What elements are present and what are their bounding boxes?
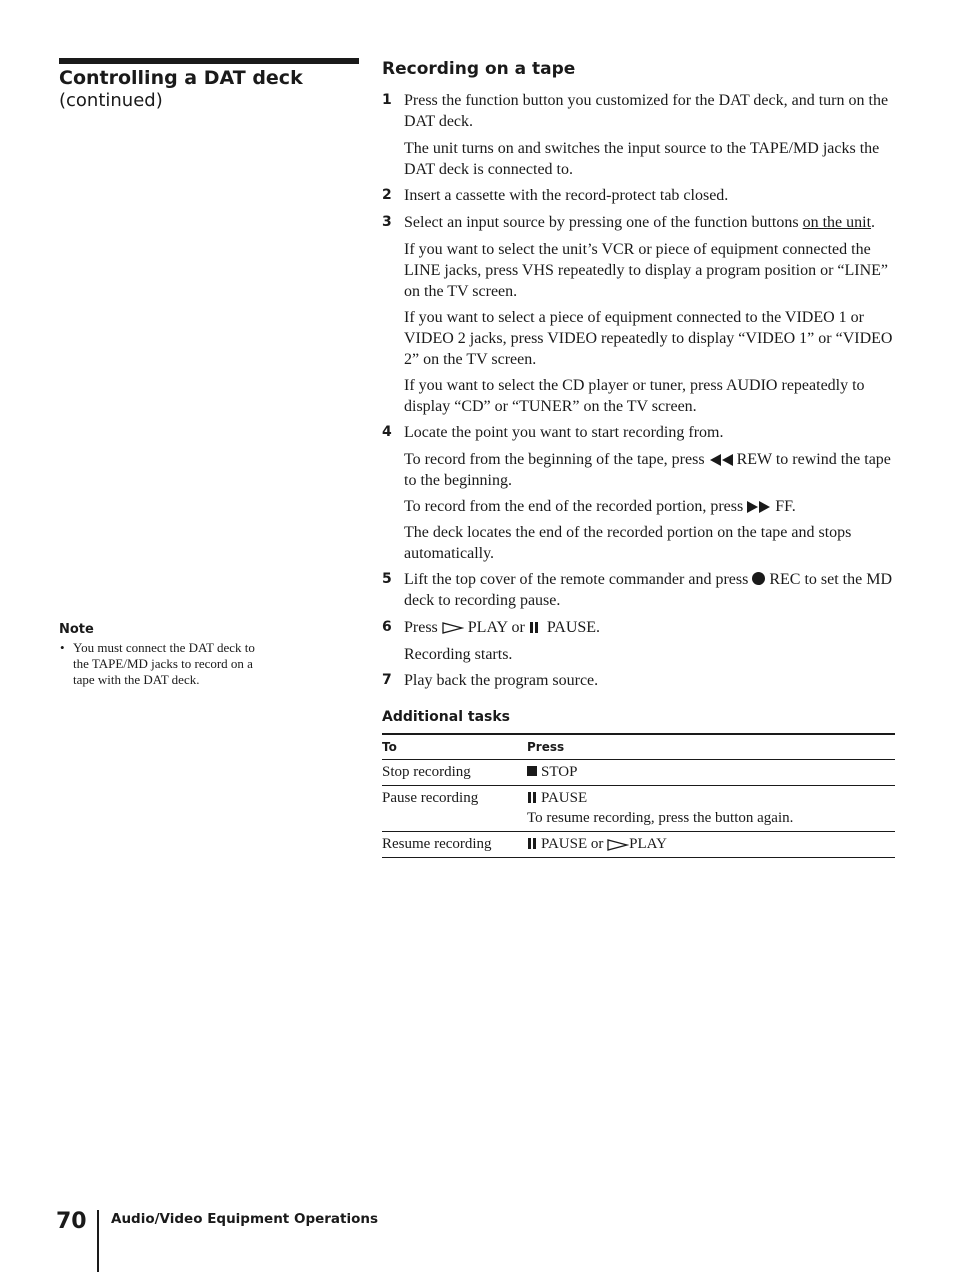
step-text: Lift the top cover of the remote commander and press (404, 571, 753, 588)
detail-text: To record from the end of the recorded portion, press (404, 498, 748, 515)
step-4-detail-locate: The deck locates the end of the recorded portion on the tape and stops automatically. (404, 524, 852, 562)
step-number: 2 (382, 187, 392, 203)
task-cell: Pause recording (382, 786, 527, 832)
press-text-end: PLAY (629, 836, 667, 852)
step-2 (382, 185, 895, 206)
press-text: STOP (541, 764, 578, 780)
step-number: 4 (382, 424, 392, 440)
step-6 (382, 617, 895, 638)
fast-forward-icon (747, 501, 771, 513)
step-3-detail-video: If you want to select a piece of equipment connected to the VIDEO 1 or VIDEO 2 jacks, press VIDEO repeatedly to display “VIDEO 1” or “VIDEO 2” on the TV screen. (404, 309, 893, 368)
footer-section: Audio/Video Equipment Operations (111, 1211, 379, 1227)
column-header-to: To (382, 734, 527, 760)
table-header-row (382, 734, 895, 760)
step-3-detail-vhs: If you want to select the unit’s VCR or piece of equipment connected the LINE jacks, press VHS repeatedly to display a program position or “LINE” on the TV screen. (404, 241, 889, 300)
step-1 (382, 90, 895, 132)
tasks-table (382, 733, 895, 858)
step-text: Locate the point you want to start recording from. (404, 424, 724, 441)
note-heading: Note (59, 622, 94, 637)
step-4 (382, 422, 895, 443)
pause-icon (527, 838, 537, 849)
section-rule (59, 58, 359, 64)
press-cell (527, 786, 895, 832)
step-text-end: PAUSE. (542, 619, 601, 636)
step-5 (382, 569, 895, 611)
play-icon (607, 839, 629, 851)
section-heading (59, 66, 359, 112)
press-note: To resume recording, press the button again. (527, 810, 794, 826)
detail-text: FF. (771, 498, 796, 515)
press-text: PAUSE (541, 790, 588, 806)
record-icon (752, 572, 765, 585)
step-6-detail: Recording starts. (404, 646, 513, 663)
main-content (382, 56, 895, 858)
step-text-end: . (871, 214, 876, 231)
section-continued: (continued) (59, 90, 163, 111)
detail-text: To record from the beginning of the tape, press (404, 451, 709, 468)
stop-icon (527, 766, 537, 776)
note-box (59, 621, 259, 689)
note-text: You must connect the DAT deck to the TAPE/MD jacks to record on a tape with the DAT deck. (73, 640, 255, 688)
press-cell (527, 760, 895, 786)
play-icon (442, 622, 464, 634)
step-text: Play back the program source. (404, 672, 599, 689)
bullet-icon: • (60, 640, 65, 655)
note-item (59, 640, 259, 689)
press-cell (527, 832, 895, 858)
page-number: 70 (56, 1209, 87, 1234)
column-header-press: Press (527, 734, 895, 760)
rewind-icon (709, 454, 733, 466)
table-row (382, 760, 895, 786)
additional-tasks-heading: Additional tasks (382, 709, 510, 725)
step-text: Select an input source by pressing one of the function buttons (404, 214, 803, 231)
pause-icon (527, 792, 537, 803)
pause-icon (529, 622, 539, 633)
step-text-mid: PLAY or (463, 619, 529, 636)
detail-text: REW to rewind the tape to the beginning. (404, 451, 891, 489)
step-text: Insert a cassette with the record-protect tab closed. (404, 187, 729, 204)
task-cell: Stop recording (382, 760, 527, 786)
step-3-detail-audio: If you want to select the CD player or tuner, press AUDIO repeatedly to display “CD” or “TUNER” on the TV screen. (404, 377, 865, 415)
underlined-text: on the unit (802, 214, 872, 231)
task-cell: Resume recording (382, 832, 527, 858)
step-number: 3 (382, 214, 392, 230)
section-title: Controlling a DAT deck (59, 67, 303, 89)
step-4-detail-ff (382, 496, 895, 517)
step-text: Press the function button you customized for the DAT deck, and turn on the DAT deck. (404, 92, 889, 130)
step-number: 5 (382, 571, 392, 587)
page-title: Recording on a tape (382, 59, 576, 79)
table-row (382, 832, 895, 858)
footer-rule (97, 1210, 99, 1272)
step-7 (382, 670, 895, 691)
step-text-end: REC to set the MD deck to recording pause. (404, 571, 892, 609)
table-row (382, 786, 895, 832)
step-text: Press (404, 619, 442, 636)
step-3 (382, 212, 895, 233)
step-number: 6 (382, 619, 392, 635)
press-text: PAUSE or (541, 836, 608, 852)
step-number: 1 (382, 92, 392, 108)
step-number: 7 (382, 672, 392, 688)
step-1-detail: The unit turns on and switches the input source to the TAPE/MD jacks the DAT deck is connected to. (404, 140, 880, 178)
step-4-detail-rewind (382, 449, 895, 491)
